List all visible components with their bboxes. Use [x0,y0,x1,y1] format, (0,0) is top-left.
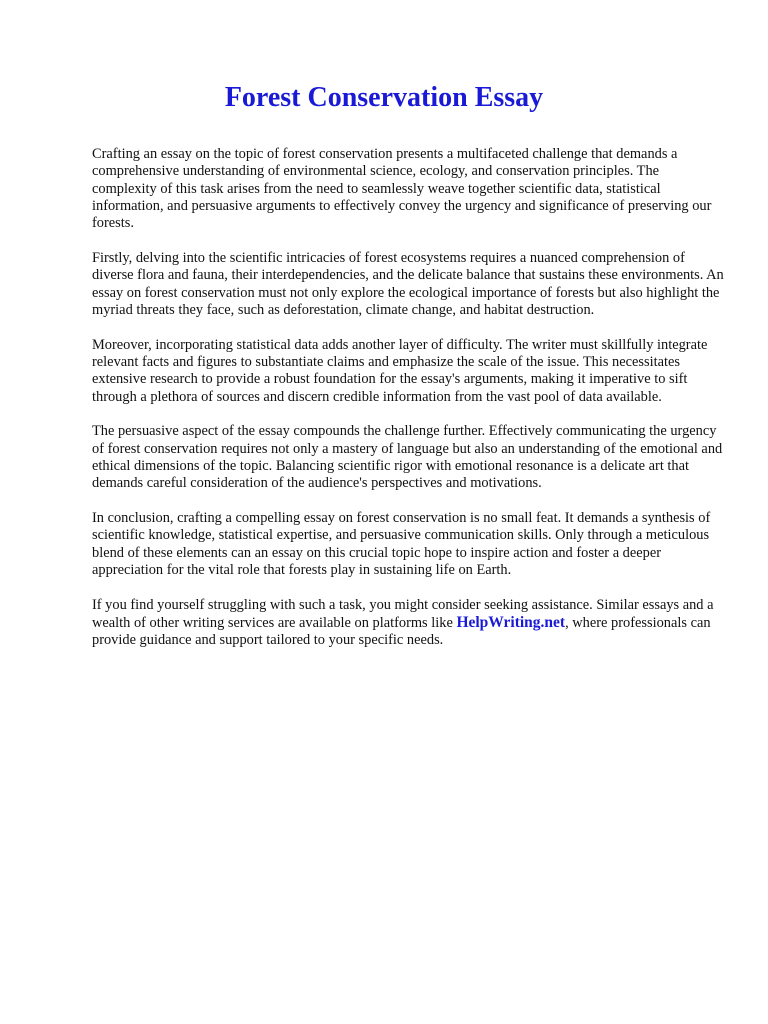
paragraph-closing [92,597,724,650]
paragraph-intro: Crafting an essay on the topic of forest conservation presents a multifaceted challenge that demands a comprehensive understanding of environmental science, ecology, and conservation principles. The complexity of this task arises from the need to seamlessly weave together scientific data, statistical information, and persuasive arguments to effectively convey the urgency and significance of preserving our forests. [92,146,712,232]
paragraph-persuasive: The persuasive aspect of the essay compounds the challenge further. Effectively communicating the urgency of forest conservation requires not only a mastery of language but also an understanding of the emotional and ethical dimensions of the topic. Balancing scientific rigor with emotional resonance is a delicate art that demands careful consideration of the audience's perspectives and motivations. [92,423,723,492]
page-title: Forest Conservation Essay [224,82,544,113]
closing-text-before-link: If you find yourself struggling with such a task, you might consider seeking assistance. Similar essays and a wealth of other writing services are available on platforms like [92,596,714,632]
closing-text-after-link: , where professionals can provide guidance and support tailored to your specific needs. [92,615,711,649]
paragraph-conclusion: In conclusion, crafting a compelling essay on forest conservation is no small feat. It demands a synthesis of scientific knowledge, statistical expertise, and persuasive communication skills. Only through a meticulous blend of these elements can an essay on this crucial topic hope to inspire action and foster a deeper appreciation for the vital role that forests play in sustaining life on Earth. [92,510,711,578]
helpwriting-link[interactable]: HelpWriting.net [456,614,566,632]
paragraph-statistical: Moreover, incorporating statistical data adds another layer of difficulty. The writer must skillfully integrate relevant facts and figures to substantiate claims and emphasize the scale of the issue. This necessitates extensive research to provide a robust foundation for the essay's arguments, making it imperative to sift through a plethora of sources and discern credible information from the vast pool of data available. [92,336,708,405]
essay-body [92,146,724,667]
paragraph-scientific: Firstly, delving into the scientific intricacies of forest ecosystems requires a nuanced comprehension of diverse flora and fauna, their interdependencies, and the delicate balance that sustains these environments. An essay on forest conservation must not only explore the ecological importance of forests but also highlight the myriad threats they face, such as deforestation, climate change, and habitat destruction. [92,249,724,318]
